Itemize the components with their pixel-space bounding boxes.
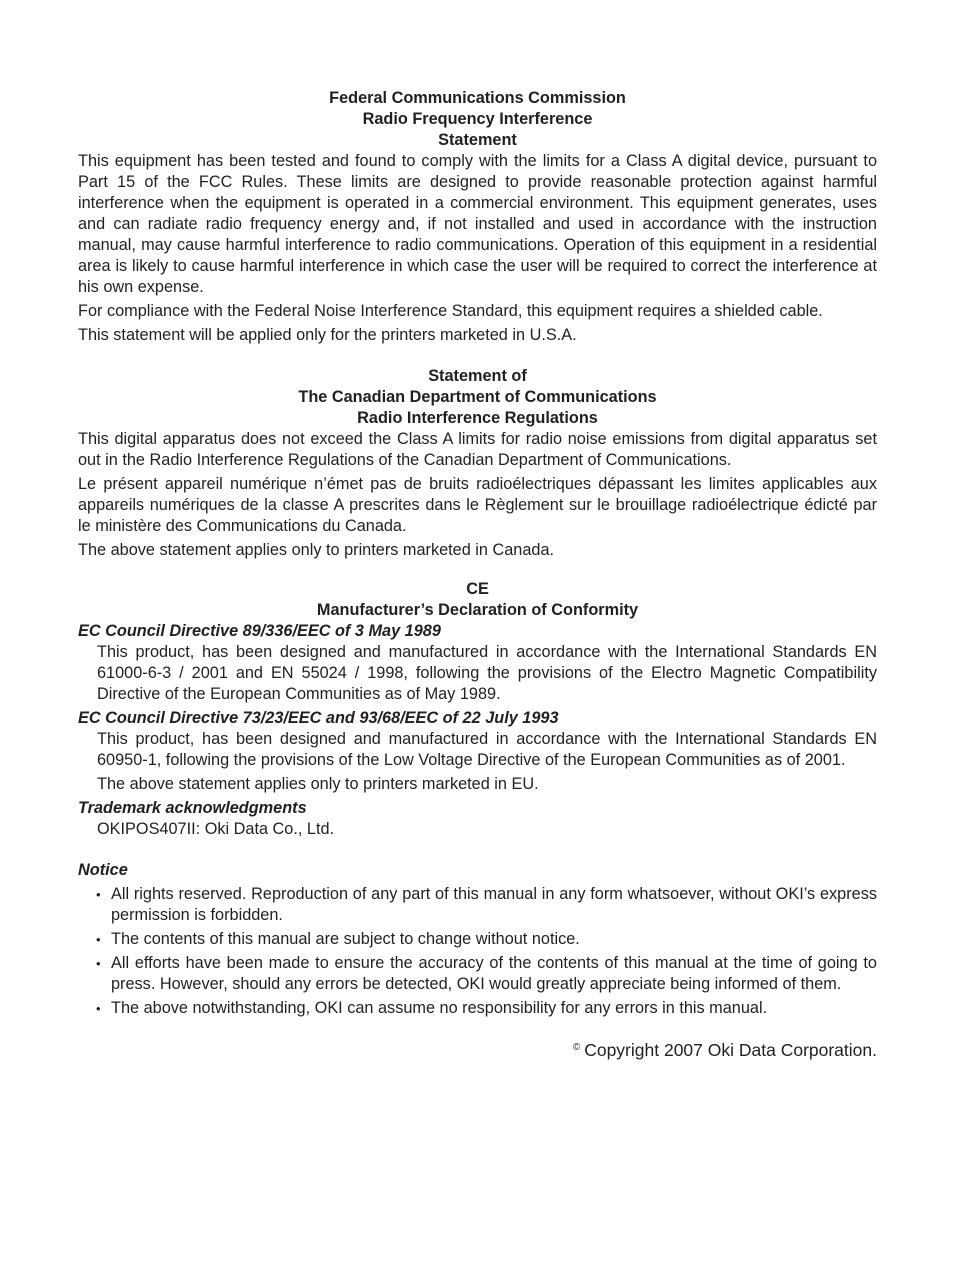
directive-2-title: EC Council Directive 73/23/EEC and 93/68/EEC of 22 July 1993 <box>78 709 559 727</box>
ce-section <box>78 579 877 840</box>
list-item-text: The contents of this manual are subject to change without notice. <box>111 930 580 948</box>
list-item-text: All rights reserved. Reproduction of any part of this manual in any form whatsoever, without OKI’s express permission is forbidden. <box>111 885 877 924</box>
list-item-text: All efforts have been made to ensure the accuracy of the contents of this manual at the time of going to press. However, should any errors be detected, OKI would greatly appreciate being informed of them. <box>111 954 877 993</box>
document-page <box>78 88 877 1061</box>
canada-paragraph: This digital apparatus does not exceed the Class A limits for radio noise emissions from digital apparatus set out in the Radio Interference Regulations of the Canadian Department of Communications. <box>78 430 877 469</box>
directive-2-text: This product, has been designed and manufactured in accordance with the International Standards EN 60950-1, following the provisions of the Low Voltage Directive of the European Communities as of 2001. <box>97 730 877 769</box>
notice-list <box>78 884 877 1019</box>
fcc-heading <box>78 88 877 151</box>
bullet-icon: • <box>96 932 101 947</box>
fcc-paragraph: This statement will be applied only for the printers marketed in U.S.A. <box>78 326 577 344</box>
ce-heading-line: Manufacturer’s Declaration of Conformity <box>316 601 639 619</box>
ce-heading-line: CE <box>466 580 489 598</box>
fcc-heading-line: Statement <box>438 131 517 149</box>
canada-section <box>78 366 877 561</box>
directive-1-title: EC Council Directive 89/336/EEC of 3 May 1989 <box>78 622 441 640</box>
fcc-paragraph: For compliance with the Federal Noise Interference Standard, this equipment requires a shielded cable. <box>78 302 823 320</box>
list-item <box>78 953 877 995</box>
list-item <box>78 998 877 1019</box>
ce-heading <box>78 579 877 621</box>
list-item <box>78 929 877 950</box>
canada-paragraph: Le présent appareil numérique n’émet pas de bruits radioélectriques dépassant les limites applicables aux appareils numériques de la classe A prescrites dans le Règlement sur le brouillage radioélectrique édicté par le ministère des Communications du Canada. <box>78 475 877 535</box>
bullet-icon: • <box>96 1001 101 1016</box>
trademark-text: OKIPOS407II: Oki Data Co., Ltd. <box>97 820 335 838</box>
copyright-text: Copyright 2007 Oki Data Corporation. <box>584 1040 877 1060</box>
list-item <box>78 884 877 926</box>
fcc-heading-line: Radio Frequency Interference <box>362 110 593 128</box>
copyright-line <box>78 1037 877 1061</box>
fcc-heading-line: Federal Communications Commission <box>329 89 626 107</box>
fcc-paragraph: This equipment has been tested and found to comply with the limits for a Class A digital device, pursuant to Part 15 of the FCC Rules. These limits are designed to provide reasonable protection against harmful interference when the equipment is operated in a commercial environment. This equipment generates, uses and can radiate radio frequency energy and, if not installed and used in accordance with the instruction manual, may cause harmful interference to radio communications. Operation of this equipment in a residential area is likely to cause harmful interference in which case the user will be required to correct the interference at his own expense. <box>78 152 877 296</box>
fcc-section <box>78 88 877 346</box>
canada-heading-line: Radio Interference Regulations <box>357 409 598 427</box>
notice-section <box>78 860 877 1019</box>
directive-1-text: This product, has been designed and manufactured in accordance with the International Standards EN 61000-6-3 / 2001 and EN 55024 / 1998, following the provisions of the Electro Magnetic Compatibility Directive of the European Communities as of May 1989. <box>97 643 877 703</box>
canada-heading <box>78 366 877 429</box>
directive-2-note: The above statement applies only to printers marketed in EU. <box>97 775 539 793</box>
list-item-text: The above notwithstanding, OKI can assume no responsibility for any errors in this manual. <box>111 999 768 1017</box>
canada-heading-line: Statement of <box>428 367 527 385</box>
canada-paragraph: The above statement applies only to printers marketed in Canada. <box>78 541 555 559</box>
copyright-icon: © <box>572 1042 581 1053</box>
notice-title: Notice <box>78 861 128 879</box>
bullet-icon: • <box>96 887 101 902</box>
trademark-title: Trademark acknowledgments <box>78 799 307 817</box>
bullet-icon: • <box>96 956 101 971</box>
canada-heading-line: The Canadian Department of Communications <box>298 388 657 406</box>
